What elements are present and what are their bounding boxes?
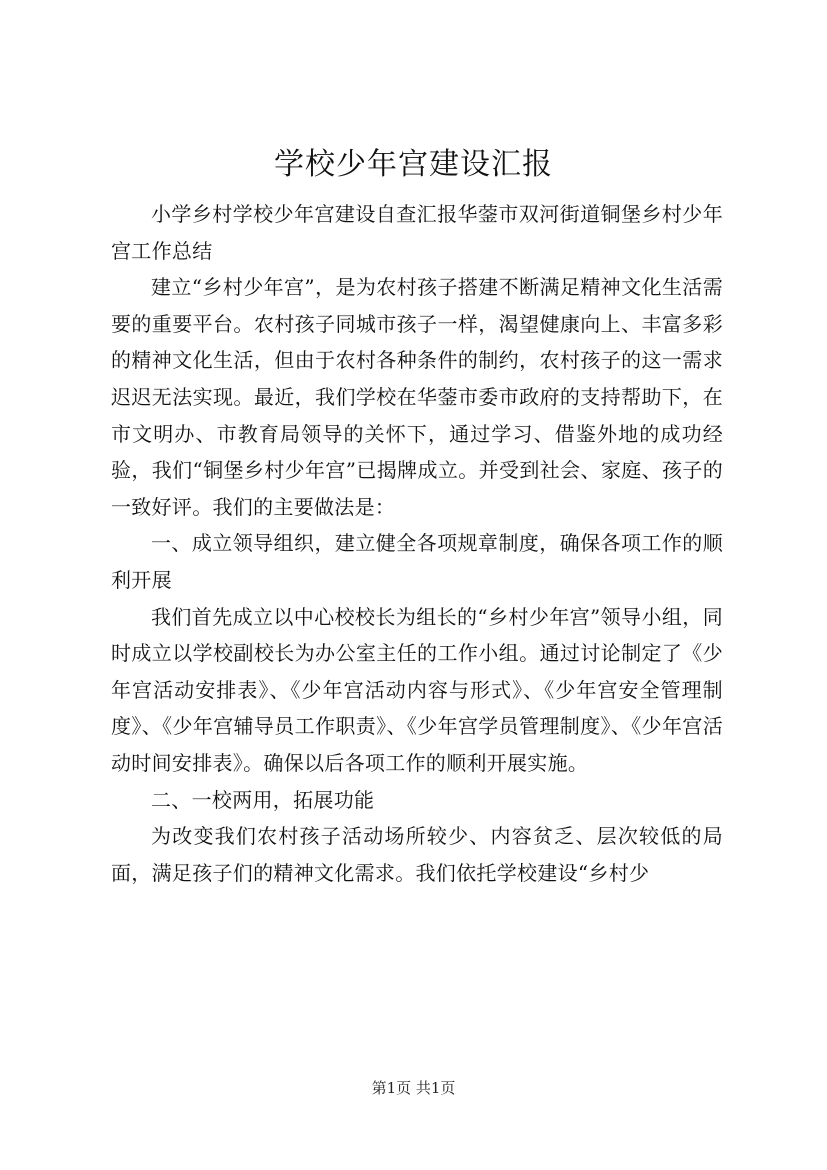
paragraph-organization: 我们首先成立以中心校校长为组长的“乡村少年宫”领导小组，同时成立以学校副校长为办公室主任的工作小组。通过讨论制定了《少年宫活动安排表》、《少年宫活动内容与形式》、《少年宫安全管理制度》、《少年宫辅导员工作职责》、《少年宫学员管理制度》、《少年宫活动时间安排表》。确保以后各项工作的顺利开展实施。 bbox=[111, 604, 723, 775]
paragraph-background: 建立“乡村少年宫”，是为农村孩子搭建不断满足精神文化生活需要的重要平台。农村孩子同城市孩子一样，渴望健康向上、丰富多彩的精神文化生活，但由于农村各种条件的制约，农村孩子的这一需求迟迟无法实现。最近，我们学校在华蓥市委市政府的支持帮助下，在市文明办、市教育局领导的关怀下，通过学习、借鉴外地的成功经验，我们“铜堡乡村少年宫”已揭牌成立。并受到社会、家庭、孩子的一致好评。我们的主要做法是： bbox=[111, 275, 723, 519]
section-heading-2: 二、一校两用，拓展功能 bbox=[151, 787, 375, 812]
section-heading-1: 一、成立领导组织，建立健全各项规章制度，确保各项工作的顺利开展 bbox=[111, 531, 723, 592]
paragraph-functions: 为改变我们农村孩子活动场所较少、内容贫乏、层次较低的局面，满足孩子们的精神文化需求。我们依托学校建设“乡村少 bbox=[111, 824, 723, 885]
page-footer: 第1页 共1页 bbox=[371, 1079, 456, 1097]
paragraph-intro: 小学乡村学校少年宫建设自查汇报华蓥市双河街道铜堡乡村少年宫工作总结 bbox=[111, 202, 723, 263]
document-title: 学校少年宫建设汇报 bbox=[274, 147, 553, 182]
document-body bbox=[111, 196, 723, 891]
